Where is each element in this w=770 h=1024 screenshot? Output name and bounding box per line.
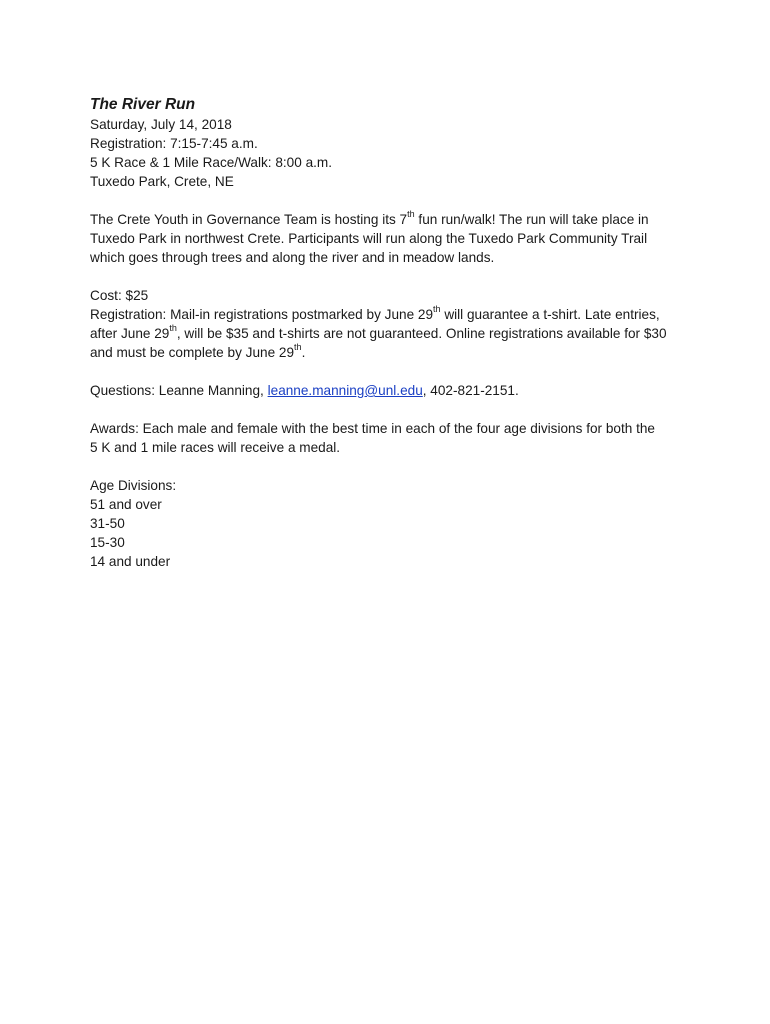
age-divisions-heading: Age Divisions: <box>90 478 177 493</box>
intro-line-1-sup: th <box>407 209 415 220</box>
registration-line-3-text-b: . <box>301 345 306 360</box>
registration-line-1-text-b: will guarantee a t-shirt. Late entries, <box>440 307 660 322</box>
registration-line-2-text-a: after June 29 <box>90 326 170 341</box>
awards-line-1: Awards: Each male and female with the best time in each of the four age divisions for both the <box>90 421 655 436</box>
registration-line-3-text-a: and must be complete by June 29 <box>90 345 295 360</box>
intro-line-2: Tuxedo Park in northwest Crete. Participants will run along the Tuxedo Park Community Trail <box>90 231 648 246</box>
intro-paragraph <box>90 210 700 267</box>
cost-paragraph <box>90 286 700 362</box>
age-division-item: 14 and under <box>90 554 171 569</box>
awards-line-2: 5 K and 1 mile races will receive a medal. <box>90 440 341 455</box>
awards-paragraph <box>90 419 700 457</box>
event-date: Saturday, July 14, 2018 <box>90 117 232 132</box>
registration-line-1-sup: th <box>433 304 441 315</box>
questions-line <box>90 381 700 400</box>
event-header <box>90 95 700 191</box>
registration-line-2-text-b: , will be $35 and t-shirts are not guaranteed. Online registrations available for $30 <box>176 326 667 341</box>
questions-paragraph <box>90 381 700 400</box>
registration-line-2 <box>90 324 700 343</box>
registration-line-3-sup: th <box>294 342 302 353</box>
event-title: The River Run <box>90 96 196 113</box>
document-page <box>90 95 700 590</box>
registration-line-1 <box>90 305 700 324</box>
cost-line: Cost: $25 <box>90 288 149 303</box>
questions-prefix: Questions: Leanne Manning, <box>90 383 268 398</box>
questions-suffix: , 402-821-2151. <box>422 383 519 398</box>
registration-line-3 <box>90 343 700 362</box>
intro-line-1-text-a: The Crete Youth in Governance Team is hosting its 7 <box>90 212 408 227</box>
age-division-item: 51 and over <box>90 497 162 512</box>
intro-line-3: which goes through trees and along the river and in meadow lands. <box>90 250 495 265</box>
age-division-item: 31-50 <box>90 516 125 531</box>
age-divisions <box>90 476 700 571</box>
registration-time: Registration: 7:15-7:45 a.m. <box>90 136 258 151</box>
registration-line-1-text-a: Registration: Mail-in registrations postmarked by June 29 <box>90 307 434 322</box>
contact-email-link[interactable]: leanne.manning@unl.edu <box>267 383 423 398</box>
event-location: Tuxedo Park, Crete, NE <box>90 174 234 189</box>
intro-line-1 <box>90 210 700 229</box>
age-division-item: 15-30 <box>90 535 125 550</box>
registration-line-2-sup: th <box>169 323 177 334</box>
race-time: 5 K Race & 1 Mile Race/Walk: 8:00 a.m. <box>90 155 333 170</box>
intro-line-1-text-b: fun run/walk! The run will take place in <box>414 212 649 227</box>
